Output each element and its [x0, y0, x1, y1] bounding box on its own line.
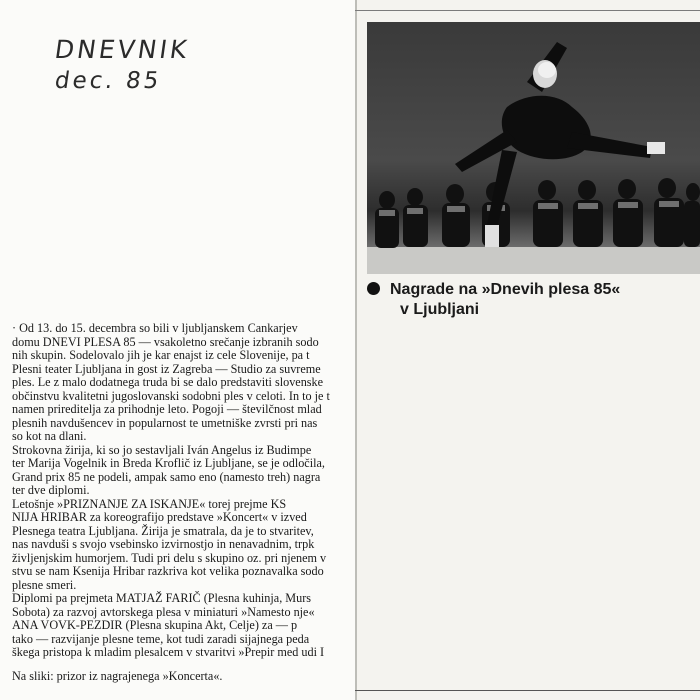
article-line: · Od 13. do 15. decembra so bili v ljubljanskem Cankarjev [12, 322, 298, 335]
article-line: ter Marija Vogelnik in Breda Kroflič iz Ljubljane, se je odločila, [12, 456, 325, 470]
article-line: Plesnega teatra Ljubljana. Žirija je smatrala, da je to stvaritev, [12, 523, 314, 538]
article-line: ples. Le z malo dodatnega truda bi se dalo predstaviti slovenske [12, 375, 324, 389]
article-line: namen prireditelja za prihodnje leto. Pogoji — številčnost mlad [12, 402, 322, 416]
clipping-top-rule [355, 10, 700, 11]
clipping-bottom-rule [355, 690, 700, 691]
article-line: Letošnje »PRIZNANJE ZA ISKANJE« torej prejme KS [12, 496, 287, 511]
article-line: ANA VOVK-PEZDIR (Plesna skupina Akt, Celje) za — p [12, 618, 298, 632]
article-line: življenjskim humorjem. Tudi pri delu s skupino oz. pri njenem v [12, 550, 327, 565]
article-line: Sobota) za razvoj avtorskega plesa v miniaturi »Namesto nje« [12, 604, 315, 619]
article-line: Plesni teater Ljubljana in gost iz Zagreba — Studio za suvreme [12, 361, 321, 376]
headline-line-1: Nagrade na »Dnevih plesa 85« [390, 281, 621, 298]
article-line: so kot na dlani. [12, 429, 87, 443]
newspaper-clipping [355, 0, 700, 700]
article-line: domu DNEVI PLESA 85 — vsakoletno srečanje izbranih sodo [12, 334, 319, 349]
article-line: plesnih navdušencev in popularnost te umetniške zvrsti pri nas [12, 415, 318, 430]
article-line: tako — razvijanje plesne teme, kot tudi zaradi sijajnega peda [12, 631, 310, 646]
article-line: stvu se nam Ksenija Hribar razkriva kot velika poznavalka sodo [12, 564, 324, 578]
bullet-dot-icon [367, 282, 380, 295]
article-line: NIJA HRIBAR za koreografijo predstave »Koncert« v izved [12, 510, 307, 524]
article-line: občinstvu kvalitetni jugoslovanski sodobni ples v celoti. In to je t [12, 388, 330, 403]
article-line: Diplomi pa prejmeta MATJAŽ FARIČ (Plesna kuhinja, Murs [12, 591, 312, 605]
article-line: nih skupin. Sodelovalo jih je kar enajst iz cele Slovenije, pa t [12, 348, 310, 362]
article-line: Strokovna žirija, ki so jo sestavljali Iván Angelus iz Budimpe [12, 442, 312, 457]
headline-line-2: v Ljubljani [400, 301, 480, 318]
article-line: ter dve diplomi. [12, 483, 90, 497]
article-line: Grand prix 85 ne podeli, ampak samo eno (namesto treh) nagra [12, 469, 321, 484]
article-headline [367, 280, 700, 320]
handwritten-date: dec. 85 [53, 68, 164, 94]
article-line: škega pristopa k mladim plesalcem v stvaritvi »Prepir med udi I [12, 645, 325, 659]
article-body [12, 322, 357, 683]
handwritten-newspaper-name: DNEVNIK [52, 35, 192, 64]
dance-photo [367, 22, 700, 274]
photo-caption: Na sliki: prizor iz nagrajenega »Koncerta«. [12, 668, 223, 683]
article-line: nas navduši s svojo vsebinsko izvirnostjo in nenavadnim, trpk [12, 537, 315, 551]
article-line: plesne smeri. [12, 577, 77, 592]
